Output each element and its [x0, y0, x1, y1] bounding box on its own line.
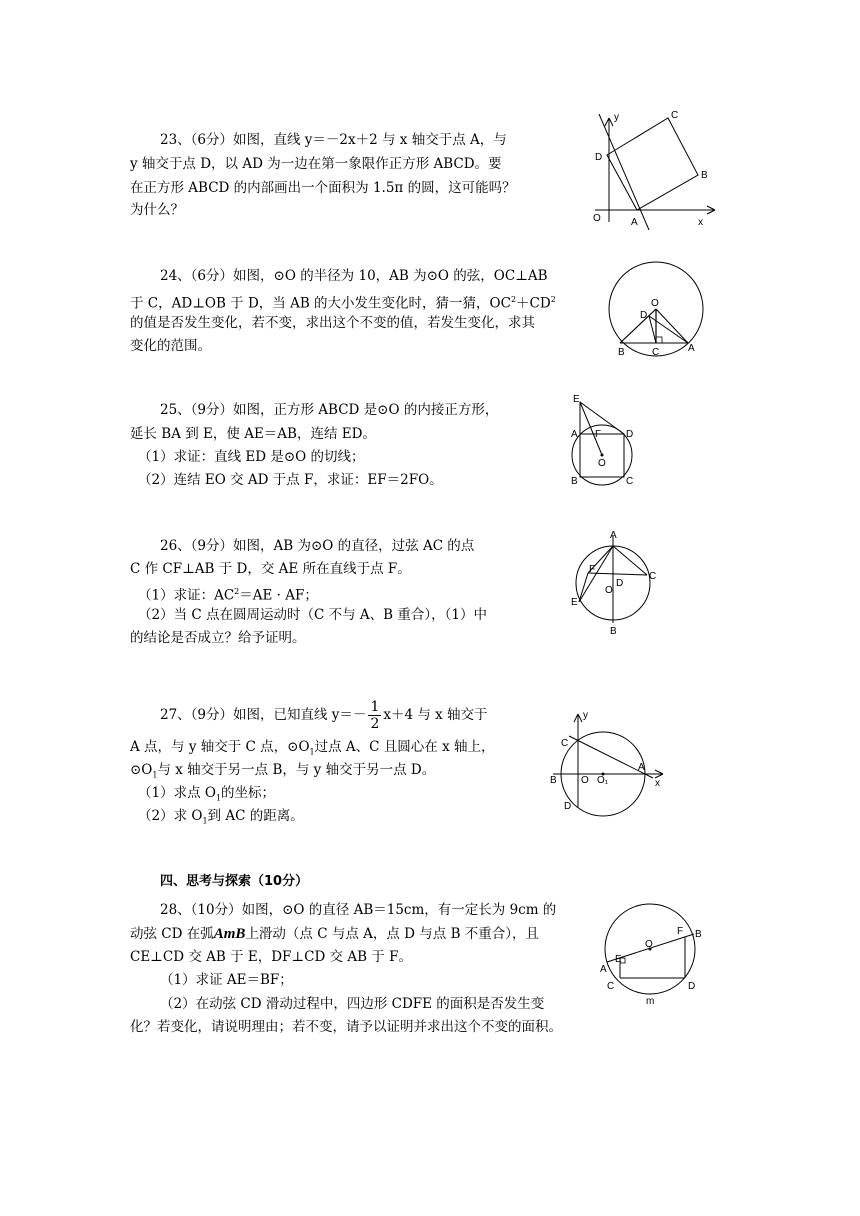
q23-figure	[585, 100, 720, 235]
q28-line-4: （1）求证 AE＝BF；	[160, 972, 293, 988]
q23-label-y: y	[614, 112, 619, 123]
q27-label-d: D	[564, 801, 572, 812]
q26-label-d: D	[616, 578, 624, 589]
q28-label-e: E	[615, 954, 622, 965]
q23-label-c: C	[671, 110, 679, 121]
q25-line-2: 延长 BA 到 E，使 AE＝AB，连结 ED。	[130, 426, 376, 442]
q25-label-e: E	[573, 394, 580, 405]
q24-line-1: 24、（6分）如图，⊙O 的半径为 10，AB 为⊙O 的弦，OC⊥AB	[160, 268, 548, 284]
q24-figure	[605, 258, 710, 363]
q23-label-o: O	[593, 213, 601, 224]
q27-label-o1: O₁	[597, 775, 609, 786]
q26-figure	[565, 528, 665, 640]
q23-label-x: x	[698, 217, 703, 228]
q27-label-o: O	[581, 775, 589, 786]
q25-line-3: （1）求证：直线 ED 是⊙O 的切线；	[138, 449, 365, 465]
q25-figure	[565, 392, 650, 492]
q23-line-1: 23、（6分）如图，直线 y＝－2x＋2 与 x 轴交于点 A，与	[160, 132, 507, 148]
q26-label-f: F	[589, 564, 596, 575]
q23-label-a: A	[631, 217, 638, 228]
q24-label-c: C	[652, 347, 660, 358]
q26-label-o: O	[605, 585, 613, 596]
q26-line-4: （2）当 C 点在圆周运动时（C 不与 A、B 重合），（1）中	[138, 607, 487, 623]
q27-fraction: $\frac{1}{2}$	[370, 699, 380, 732]
section-4-heading: 四、思考与探索（10分）	[160, 874, 309, 889]
q25-label-c: C	[626, 476, 634, 487]
q27-label-a: A	[638, 762, 645, 773]
q23-line-2: y 轴交于点 D，以 AD 为一边在第一象限作正方形 ABCD。要	[130, 156, 502, 172]
q28-label-b: B	[695, 929, 702, 940]
q26-line-3: （1）求证：$AC^2=AE$ · AF；	[138, 587, 318, 604]
q28-label-f: F	[677, 926, 684, 937]
q25-label-a: A	[571, 429, 578, 440]
q23-line-3: 在正方形 ABCD 的内部画出一个面积为 1.5π 的圆，这可能吗？	[130, 180, 516, 196]
q28-label-o: O	[645, 939, 653, 950]
q28-label-d: D	[688, 981, 696, 992]
q28-label-m: m	[646, 996, 655, 1007]
q25-label-b: B	[571, 476, 578, 487]
q27-label-c: C	[561, 738, 569, 749]
q23-label-b: B	[701, 170, 708, 181]
q28-label-c: C	[607, 981, 615, 992]
q24-line-4: 变化的范围。	[130, 338, 211, 354]
q24-line-2: 于 C，AD⊥OB 于 D，当 AB 的大小发生变化时，猜一猜，$OC^2+CD^2$	[130, 295, 556, 312]
q25-label-d: D	[626, 429, 634, 440]
q27-figure	[545, 708, 670, 813]
q26-label-e: E	[571, 597, 578, 608]
q28-line-5: （2）在动弦 CD 滑动过程中，四边形 CDFE 的面积是否发生变	[160, 996, 545, 1012]
q23-label-d: D	[595, 152, 603, 163]
q28-line-6: 化？若变化，请说明理由；若不变，请予以证明并求出这个不变的面积。	[130, 1019, 562, 1035]
q27-label-b: B	[550, 775, 557, 786]
q26-line-1: 26、（9分）如图，AB 为⊙O 的直径，过弦 AC 的点	[160, 538, 475, 554]
q28-arc-amb: AmB	[213, 926, 246, 942]
q25-line-4: （2）连结 EO 交 AD 于点 F，求证：EF＝2FO。	[138, 472, 443, 488]
q23-line-4: 为什么？	[130, 202, 184, 218]
q26-label-c: C	[649, 571, 657, 582]
q25-label-f: F	[595, 429, 602, 440]
q27-line-3: $⊙O_1$与 x 轴交于另一点 B，与 y 轴交于另一点 D。	[130, 762, 436, 780]
q24-label-a: A	[688, 343, 695, 354]
q25-label-o: O	[598, 458, 606, 469]
q28-line-3: CE⊥CD 交 AB 于 E，DF⊥CD 交 AB 于 F。	[130, 949, 412, 965]
q27-line-4: （1）求点 $O_1$的坐标；	[138, 785, 276, 803]
q24-line-3: 的值是否发生变化，若不变，求出这个不变的值，若发生变化，求其	[130, 315, 535, 331]
q28-line-2: 动弦 CD 在弧AmB上滑动（点 C 与点 A，点 D 与点 B 不重合），且	[130, 926, 540, 942]
q27-line-2: A 点，与 y 轴交于 C 点，$⊙O_1$过点 A、C 且圆心在 x 轴上，	[130, 739, 495, 757]
q26-label-b: B	[610, 626, 617, 637]
q27-line-1: 27、（9分）如图，已知直线 y＝－ $\frac{1}{2}$ x＋4 与 x 轴交于	[160, 699, 488, 732]
q26-line-2: C 作 CF⊥AB 于 D，交 AE 所在直线于点 F。	[130, 561, 411, 577]
q26-label-a: A	[610, 530, 617, 541]
q25-line-1: 25、（9分）如图，正方形 ABCD 是⊙O 的内接正方形，	[160, 402, 499, 418]
q27-label-x: x	[655, 778, 660, 789]
q24-label-o: O	[651, 298, 659, 309]
q24-label-b: B	[618, 347, 625, 358]
q27-label-y: y	[583, 710, 588, 721]
q28-line-1: 28、（10分）如图，⊙O 的直径 AB＝15cm，有一定长为 9cm 的	[160, 902, 557, 918]
q28-label-a: A	[600, 964, 607, 975]
q26-line-5: 的结论是否成立？给予证明。	[130, 630, 306, 646]
q28-figure	[595, 900, 710, 1005]
q27-line-5: （2）求 $O_1$到 AC 的距离。	[138, 808, 304, 826]
q24-label-d: D	[640, 310, 648, 321]
